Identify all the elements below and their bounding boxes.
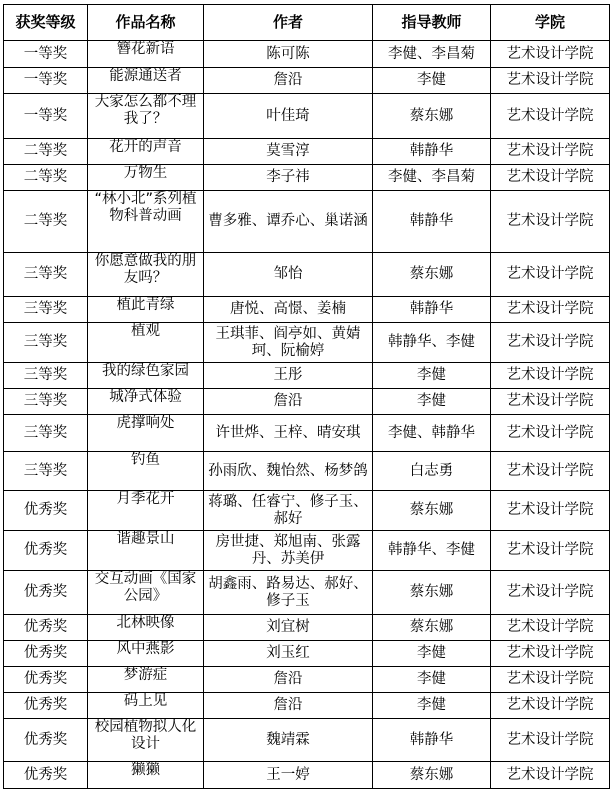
cell-author (204, 94, 373, 139)
table-row (4, 762, 610, 789)
cell-author-text: 刘玉红 (266, 645, 310, 661)
cell-college-text: 艺术设计学院 (506, 542, 594, 558)
cell-college (491, 452, 610, 491)
cell-level-text: 优秀奖 (23, 502, 68, 518)
cell-level-text: 优秀奖 (23, 671, 68, 687)
cell-author-text: 王彤 (273, 367, 303, 383)
cell-author (204, 571, 373, 615)
cell-work-text: 我的绿色家园 (102, 363, 189, 379)
header-work: 作品名称 (88, 5, 204, 41)
cell-college-text: 艺术设计学院 (506, 697, 594, 713)
cell-work-text: 植观 (131, 323, 160, 339)
cell-advisor-text: 蔡东娜 (409, 502, 454, 518)
cell-author-text: 陈可陈 (266, 45, 310, 62)
cell-author (204, 297, 373, 323)
cell-college-text: 艺术设计学院 (506, 731, 594, 748)
header-advisor: 指导教师 (373, 5, 491, 41)
cell-college-text: 艺术设计学院 (506, 619, 594, 635)
table-row (4, 641, 610, 667)
cell-author (204, 363, 373, 389)
table-row (4, 41, 610, 68)
cell-level (4, 41, 88, 68)
cell-work-text: “林小北”系列植物科普动画 (94, 191, 197, 224)
cell-author (204, 693, 373, 719)
cell-level-text: 三等奖 (23, 393, 68, 409)
cell-advisor-text: 李健 (417, 72, 446, 88)
cell-level (4, 762, 88, 789)
cell-author (204, 452, 373, 491)
cell-author-text: 李子祎 (266, 169, 310, 185)
cell-advisor (373, 139, 491, 165)
cell-advisor (373, 667, 491, 693)
cell-level (4, 615, 88, 641)
cell-level (4, 531, 88, 571)
cell-level (4, 139, 88, 165)
table-row (4, 571, 610, 615)
cell-author (204, 323, 373, 363)
cell-work-text: 交互动画《国家公园》 (94, 571, 197, 604)
cell-author (204, 762, 373, 789)
cell-advisor-text: 蔡东娜 (409, 766, 454, 783)
table-row (4, 531, 610, 571)
cell-advisor (373, 389, 491, 415)
table-row (4, 491, 610, 531)
cell-advisor (373, 191, 491, 253)
cell-level-text: 二等奖 (23, 143, 68, 159)
cell-work-text: 獭獭 (131, 762, 160, 778)
cell-author (204, 615, 373, 641)
cell-work-text: 风中燕影 (116, 641, 175, 657)
cell-author-text: 叶佳琦 (266, 107, 310, 124)
cell-advisor-text: 李健、李昌菊 (388, 169, 475, 185)
table-row (4, 615, 610, 641)
cell-advisor (373, 762, 491, 789)
cell-college (491, 615, 610, 641)
cell-advisor (373, 452, 491, 491)
cell-author (204, 139, 373, 165)
cell-advisor (373, 415, 491, 452)
header-level: 获奖等级 (4, 5, 88, 41)
cell-advisor-text: 蔡东娜 (409, 107, 454, 124)
cell-advisor (373, 363, 491, 389)
cell-college-text: 艺术设计学院 (506, 367, 594, 383)
table-row (4, 693, 610, 719)
cell-advisor (373, 94, 491, 139)
cell-author-text: 房世捷、郑旭南、张露丹、苏美伊 (215, 533, 361, 567)
cell-college (491, 165, 610, 191)
cell-level-text: 三等奖 (23, 266, 68, 282)
cell-level-text: 三等奖 (23, 462, 68, 479)
cell-college (491, 94, 610, 139)
cell-advisor-text: 李健 (417, 645, 446, 661)
cell-college-text: 艺术设计学院 (506, 645, 594, 661)
cell-advisor (373, 165, 491, 191)
cell-advisor-text: 李健 (417, 671, 446, 687)
cell-advisor (373, 491, 491, 531)
table-row (4, 165, 610, 191)
cell-work-text: 簪花新语 (116, 41, 175, 57)
cell-college (491, 41, 610, 68)
cell-author-text: 曹多雅、谭乔心、巢诺涵 (208, 213, 368, 229)
cell-level (4, 323, 88, 363)
cell-work (88, 297, 204, 323)
cell-work (88, 363, 204, 389)
cell-author-text: 胡鑫雨、路易达、郝好、修子玉 (208, 575, 368, 609)
cell-level (4, 641, 88, 667)
cell-college-text: 艺术设计学院 (506, 169, 594, 185)
cell-level (4, 94, 88, 139)
cell-level-text: 三等奖 (23, 367, 68, 383)
cell-advisor (373, 693, 491, 719)
cell-work (88, 491, 204, 531)
cell-college-text: 艺术设计学院 (506, 213, 594, 229)
cell-author-text: 詹沿 (273, 393, 303, 409)
cell-advisor-text: 韩静华 (409, 301, 454, 317)
cell-advisor-text: 李健 (417, 367, 446, 383)
cell-level-text: 三等奖 (23, 334, 68, 350)
cell-work (88, 253, 204, 297)
cell-author-text: 许世烨、王梓、晴安琪 (215, 424, 361, 441)
cell-advisor (373, 297, 491, 323)
cell-work-text: 城净式体验 (109, 389, 182, 405)
cell-work-text: 你愿意做我的朋友吗？ (94, 253, 197, 286)
table-row (4, 667, 610, 693)
cell-college (491, 363, 610, 389)
cell-work-text: 花开的声音 (109, 139, 182, 155)
cell-level (4, 389, 88, 415)
table-row (4, 68, 610, 94)
cell-work (88, 641, 204, 667)
cell-level (4, 571, 88, 615)
cell-college (491, 415, 610, 452)
header-row (4, 5, 610, 41)
cell-college-text: 艺术设计学院 (506, 301, 594, 317)
cell-advisor-text: 李健、韩静华 (388, 424, 475, 441)
cell-work (88, 693, 204, 719)
cell-college-text: 艺术设计学院 (506, 393, 594, 409)
cell-college (491, 641, 610, 667)
cell-college (491, 389, 610, 415)
cell-level (4, 693, 88, 719)
cell-author-text: 王一婷 (266, 766, 310, 783)
cell-level (4, 191, 88, 253)
cell-work (88, 191, 204, 253)
cell-author (204, 165, 373, 191)
cell-author (204, 491, 373, 531)
cell-author-text: 詹沿 (273, 72, 303, 88)
table-row (4, 389, 610, 415)
cell-level-text: 一等奖 (23, 45, 68, 62)
cell-advisor (373, 641, 491, 667)
cell-author-text: 蒋璐、任睿宁、修子玉、郝好 (208, 493, 368, 527)
cell-author-text: 刘宜树 (266, 619, 310, 635)
cell-author (204, 719, 373, 762)
cell-advisor-text: 韩静华 (409, 731, 454, 748)
cell-college (491, 667, 610, 693)
cell-college-text: 艺术设计学院 (506, 72, 594, 88)
cell-college (491, 531, 610, 571)
cell-advisor-text: 韩静华、李健 (388, 334, 475, 350)
table-row (4, 253, 610, 297)
cell-advisor-text: 韩静华 (409, 213, 454, 229)
cell-advisor-text: 李健 (417, 393, 446, 409)
cell-work (88, 762, 204, 789)
cell-work (88, 615, 204, 641)
cell-work (88, 571, 204, 615)
cell-work-text: 植此青绿 (116, 297, 175, 313)
table-body (4, 41, 610, 789)
cell-level-text: 三等奖 (23, 301, 68, 317)
cell-work (88, 94, 204, 139)
cell-college-text: 艺术设计学院 (506, 143, 594, 159)
cell-level (4, 68, 88, 94)
cell-author (204, 389, 373, 415)
cell-advisor-text: 白志勇 (409, 462, 454, 479)
cell-level-text: 优秀奖 (23, 766, 68, 783)
cell-work (88, 389, 204, 415)
cell-college (491, 297, 610, 323)
table-row (4, 452, 610, 491)
cell-author (204, 667, 373, 693)
cell-college (491, 693, 610, 719)
cell-work-text: 码上见 (123, 693, 168, 709)
cell-college-text: 艺术设计学院 (506, 671, 594, 687)
cell-level (4, 491, 88, 531)
cell-college-text: 艺术设计学院 (506, 424, 594, 441)
cell-advisor-text: 蔡东娜 (409, 619, 454, 635)
cell-level (4, 363, 88, 389)
cell-advisor-text: 韩静华 (409, 143, 454, 159)
cell-work (88, 415, 204, 452)
cell-work-text: 梦游症 (123, 667, 168, 683)
cell-level (4, 297, 88, 323)
cell-author-text: 魏靖霖 (266, 731, 310, 748)
cell-work (88, 165, 204, 191)
cell-level-text: 三等奖 (23, 424, 68, 441)
cell-advisor (373, 323, 491, 363)
table-row (4, 415, 610, 452)
table-row (4, 719, 610, 762)
cell-advisor (373, 719, 491, 762)
cell-author-text: 孙雨欣、魏怡然、杨梦鸽 (208, 462, 368, 479)
cell-level (4, 719, 88, 762)
cell-work-text: 万物生 (123, 165, 168, 181)
cell-author (204, 531, 373, 571)
cell-college (491, 191, 610, 253)
cell-author-text: 王琪菲、阎亭如、黄婧珂、阮榆婷 (215, 325, 361, 359)
cell-work (88, 531, 204, 571)
cell-level-text: 优秀奖 (23, 697, 68, 713)
cell-college (491, 571, 610, 615)
cell-college (491, 491, 610, 531)
cell-college (491, 323, 610, 363)
cell-college (491, 253, 610, 297)
cell-college-text: 艺术设计学院 (506, 334, 594, 350)
table-row (4, 94, 610, 139)
cell-advisor (373, 531, 491, 571)
cell-level-text: 优秀奖 (23, 731, 68, 748)
cell-work-text: 能源通送者 (109, 68, 182, 84)
cell-level-text: 二等奖 (23, 169, 68, 185)
awards-table (3, 4, 610, 789)
cell-college-text: 艺术设计学院 (506, 45, 594, 62)
cell-work-text: 虎撑响处 (116, 415, 175, 431)
cell-level (4, 165, 88, 191)
cell-author-text: 唐悦、高憬、姜楠 (230, 301, 346, 317)
table-row (4, 297, 610, 323)
cell-level-text: 一等奖 (23, 107, 68, 124)
cell-author (204, 253, 373, 297)
cell-author-text: 莫雪淳 (266, 143, 310, 159)
cell-work-text: 谐趣景山 (116, 531, 175, 547)
cell-level (4, 667, 88, 693)
header-author: 作者 (204, 5, 373, 41)
cell-level-text: 一等奖 (23, 72, 68, 88)
cell-work (88, 667, 204, 693)
cell-work-text: 月季花开 (116, 491, 175, 507)
cell-work-text: 钓鱼 (131, 452, 160, 468)
cell-advisor (373, 253, 491, 297)
cell-level (4, 452, 88, 491)
cell-college (491, 68, 610, 94)
cell-level-text: 优秀奖 (23, 584, 68, 600)
cell-advisor-text: 蔡东娜 (409, 584, 454, 600)
cell-level-text: 二等奖 (23, 213, 68, 229)
table-row (4, 191, 610, 253)
cell-college-text: 艺术设计学院 (506, 766, 594, 783)
cell-work-text: 北林映像 (116, 615, 175, 631)
cell-college-text: 艺术设计学院 (506, 462, 594, 479)
cell-author (204, 191, 373, 253)
cell-advisor (373, 615, 491, 641)
table-row (4, 363, 610, 389)
cell-author-text: 邹怡 (273, 266, 303, 282)
cell-author (204, 41, 373, 68)
cell-level-text: 优秀奖 (23, 619, 68, 635)
cell-college-text: 艺术设计学院 (506, 266, 594, 282)
cell-advisor-text: 蔡东娜 (409, 266, 454, 282)
cell-author (204, 641, 373, 667)
cell-level-text: 优秀奖 (23, 542, 68, 558)
cell-level-text: 优秀奖 (23, 645, 68, 661)
cell-advisor (373, 68, 491, 94)
cell-work (88, 139, 204, 165)
table-row (4, 323, 610, 363)
table-row (4, 139, 610, 165)
cell-work (88, 41, 204, 68)
cell-author-text: 詹沿 (273, 697, 303, 713)
cell-author (204, 415, 373, 452)
cell-college-text: 艺术设计学院 (506, 107, 594, 124)
cell-college (491, 719, 610, 762)
cell-author (204, 68, 373, 94)
cell-college (491, 762, 610, 789)
cell-work (88, 323, 204, 363)
cell-work-text: 大家怎么都不理我了？ (94, 94, 197, 127)
cell-level (4, 415, 88, 452)
cell-work-text: 校园植物拟人化设计 (94, 719, 197, 752)
cell-advisor (373, 41, 491, 68)
cell-work (88, 452, 204, 491)
cell-author-text: 詹沿 (273, 671, 303, 687)
cell-advisor-text: 韩静华、李健 (388, 542, 475, 558)
cell-level (4, 253, 88, 297)
header-college: 学院 (491, 5, 610, 41)
cell-advisor-text: 李健 (417, 697, 446, 713)
cell-work (88, 68, 204, 94)
cell-college-text: 艺术设计学院 (506, 502, 594, 518)
cell-work (88, 719, 204, 762)
cell-advisor-text: 李健、李昌菊 (388, 45, 475, 62)
cell-college-text: 艺术设计学院 (506, 584, 594, 600)
cell-college (491, 139, 610, 165)
cell-advisor (373, 571, 491, 615)
